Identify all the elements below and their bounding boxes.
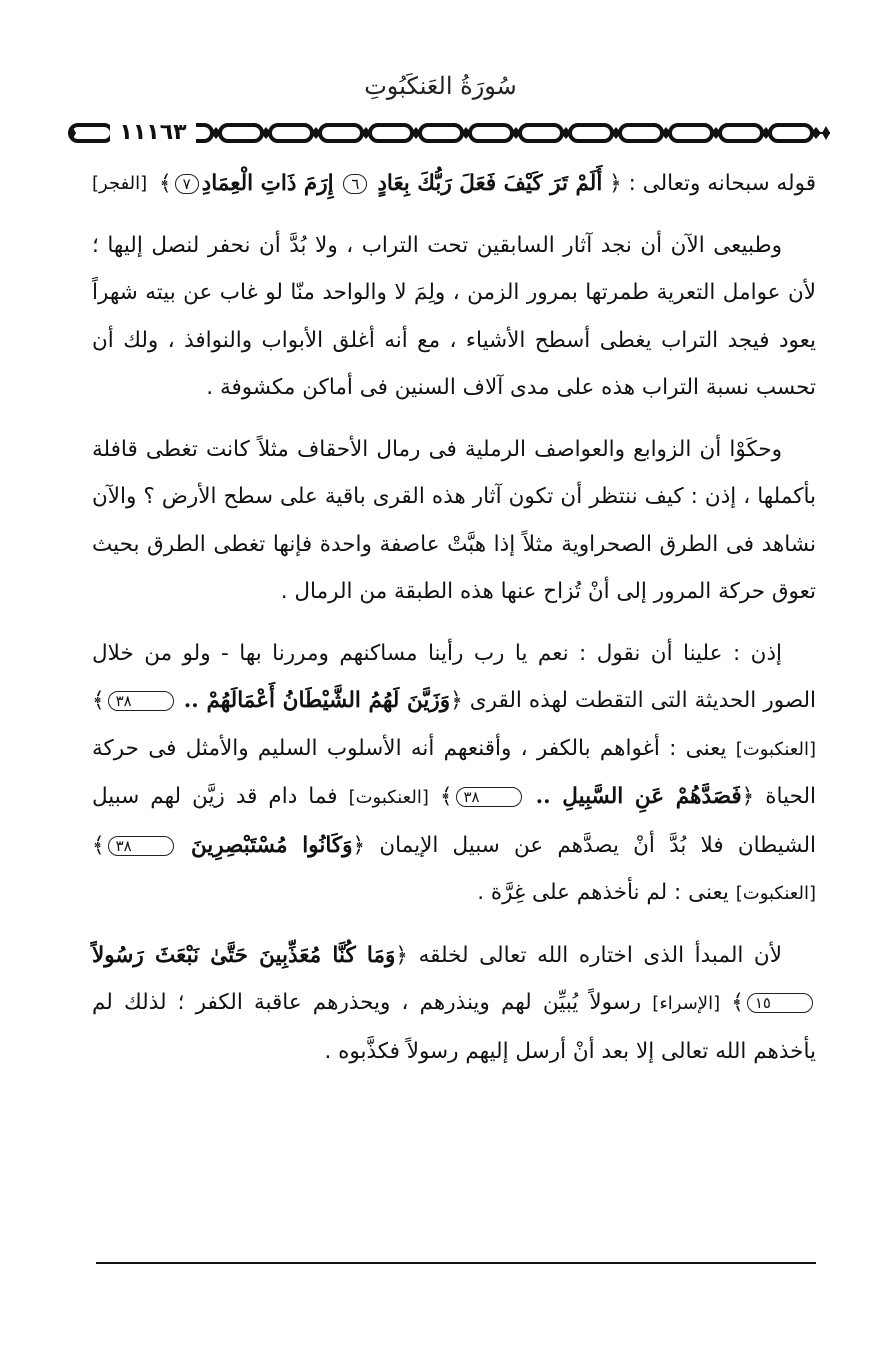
- surah-reference: [العنكبوت]: [735, 738, 816, 760]
- ayah-number-badge: ٣٨: [108, 836, 174, 856]
- quran-close-bracket: ﴾: [92, 688, 105, 713]
- quran-close-bracket: ﴾: [439, 784, 453, 809]
- surah-reference: [العنكبوت]: [735, 883, 816, 904]
- paragraph-3: وحكَوْا أن الزوابع والعواصف الرملية فى رمال الأحقاف مثلاً كانت تغطى قافلة بأكملها ، إذن : كيف ننتظر أن تكون آثار هذه القرى باقية على سطح الأرض ؟ والآن نشاهد فى الطرق الصحراوية مثلاً إذا هبَّتْ عاصفة واحدة فإنها تغطى الطرق بحيث تعوق حركة المرور إلى أنْ تُزاح عنها هذه الطبقة من الرمال .: [92, 436, 816, 604]
- paragraph-gap: [92, 208, 816, 222]
- paragraph-gap: [92, 412, 816, 426]
- paragraph-gap: [92, 616, 816, 630]
- surah-reference: [العنكبوت]: [348, 787, 429, 808]
- footer-rule: [96, 1262, 816, 1264]
- paragraph-4: [92, 630, 816, 918]
- ayah-number-badge: ٧: [175, 174, 199, 194]
- chain-link: [570, 125, 612, 141]
- page-number: ١١١٦٣: [110, 116, 196, 150]
- quran-verse: فَصَدَّهُمْ عَنِ السَّبِيلِ ..: [535, 784, 742, 809]
- ayah-number-badge: ١٥: [747, 993, 813, 1013]
- chain-link: [220, 125, 262, 141]
- ayah-number-badge: ٣٨: [456, 787, 522, 807]
- ayah-number-badge: ٣٨: [108, 691, 174, 711]
- commentary-text: يعنى : لم نأخذهم على غِرَّة .: [477, 880, 736, 905]
- quran-close-bracket: ﴾: [159, 171, 172, 196]
- quran-verse: أَلَمْ تَرَ كَيْفَ فَعَلَ رَبُّكَ بِعَادٍ: [377, 171, 603, 196]
- quran-verse: وَزَيَّنَ لَهُمُ الشَّيْطَانُ أَعْمَالَهُمْ ..: [183, 688, 451, 713]
- surah-title: سُورَةُ العَنكَبُوتِ: [364, 72, 517, 100]
- paragraph-1: [92, 160, 816, 208]
- surah-reference: [الإسراء]: [652, 993, 721, 1014]
- quran-open-bracket: ﴿: [741, 784, 755, 809]
- body-text: [92, 160, 816, 1075]
- commentary-text: إذن : علينا أن نقول : نعم يا رب رأينا مساكنهم ومررنا بها - ولو من خلال الصور الحديثة التى التقطت لهذه القرى: [92, 640, 816, 713]
- chain-link: [70, 125, 112, 141]
- chain-link: [420, 125, 462, 141]
- chain-link: [770, 125, 812, 141]
- chain-link: [370, 125, 412, 141]
- commentary-text: رسولاً يُبيِّن لهم وينذرهم ، ويحذرهم عاقبة الكفر ؛ لذلك لم يأخذهم الله تعالى إلا بعد أنْ أرسل إليهم رسولاً فكذَّبوه .: [92, 990, 816, 1064]
- chain-link: [620, 125, 662, 141]
- chain-link: [320, 125, 362, 141]
- quran-close-bracket: ﴾: [92, 832, 105, 858]
- paragraph-gap: [92, 918, 816, 932]
- commentary-text: فما دام قد زيَّن لهم سبيل الشيطان فلا بُدَّ أنْ يصدَّهم عن سبيل الإيمان: [92, 784, 817, 858]
- ayah-number-badge: ٦: [343, 174, 367, 194]
- chain-link: [720, 125, 762, 141]
- chain-link: [670, 125, 712, 141]
- quran-open-bracket: ﴿: [609, 171, 622, 196]
- quran-verse: وَمَا كُنَّا مُعَذِّبِينَ حَتَّىٰ نَبْعَثَ رَسُولاً: [92, 942, 396, 968]
- commentary-text: يعنى : أغواهم بالكفر ، وأقنعهم أنه الأسلوب السليم والأمثل فى حركة الحياة: [92, 735, 816, 809]
- chain-link: [470, 125, 512, 141]
- commentary-text: لأن المبدأ الذى اختاره الله تعالى لخلقه: [408, 942, 782, 968]
- quran-verse: إِرَمَ ذَاتِ الْعِمَادِ: [201, 171, 334, 196]
- paragraph-5: [92, 932, 816, 1076]
- quran-close-bracket: ﴾: [731, 990, 744, 1015]
- quran-open-bracket: ﴿: [450, 688, 463, 713]
- chain-link: [270, 125, 312, 141]
- chain-link: [520, 125, 562, 141]
- paragraph-2: وطبيعى الآن أن نجد آثار السابقين تحت التراب ، ولا بُدَّ أن نحفر لنصل إليها ؛ لأن عوامل التعرية طمرتها بمرور الزمن ، ولِمَ لا والواحد منّا لو غاب عن بيته شهراً يعود فيجد التراب يغطى أسطح الأشياء ، مع أنه أغلق الأبواب والنوافذ ، ولك أن تحسب نسبة التراب هذه على مدى آلاف السنين فى أماكن مكشوفة .: [92, 232, 816, 400]
- surah-reference: [الفجر]: [92, 173, 148, 194]
- chain-end-cap: [822, 126, 830, 140]
- quran-open-bracket: ﴿: [352, 832, 366, 858]
- quran-open-bracket: ﴿: [395, 942, 408, 968]
- quran-verse: وَكَانُوا مُسْتَبْصِرِينَ: [190, 832, 353, 858]
- intro-text: قوله سبحانه وتعالى :: [621, 171, 816, 196]
